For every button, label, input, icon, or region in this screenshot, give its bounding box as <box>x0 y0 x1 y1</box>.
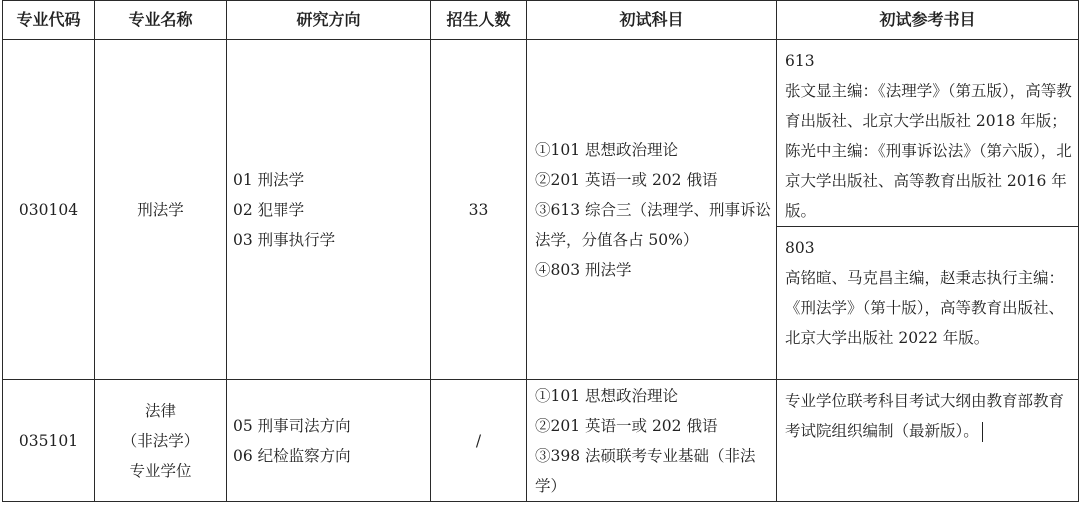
direction-item: 06 纪检监察方向 <box>233 446 351 465</box>
direction-item: 03 刑事执行学 <box>233 230 336 249</box>
header-exam-subjects: 初试科目 <box>527 1 777 40</box>
major-name-line: 专业学位 <box>129 461 192 480</box>
table-row <box>3 380 1079 502</box>
exam-subjects <box>527 380 777 502</box>
header-row <box>3 1 1079 40</box>
reference-text-content: 专业学位联考科目考试大纲由教育部教育考试院组织编制（最新版）。 <box>785 392 1065 440</box>
text-cursor <box>982 422 983 442</box>
reference-code: 803 <box>785 239 815 257</box>
reference-block <box>777 380 1079 502</box>
major-code: 030104 <box>3 40 95 380</box>
direction-item: 05 刑事司法方向 <box>233 416 351 435</box>
subject-item: ①101 思想政治理论 <box>535 140 679 159</box>
direction-item: 01 刑法学 <box>233 170 305 189</box>
header-research-direction: 研究方向 <box>227 1 431 40</box>
major-name-line: 刑法学 <box>137 200 184 219</box>
subject-item: ④803 刑法学 <box>535 260 632 279</box>
subject-item: ③398 法硕联考专业基础（非法学） <box>535 446 756 495</box>
header-reference-books: 初试参考书目 <box>777 1 1079 40</box>
major-name-line: 法律 <box>144 401 176 420</box>
reference-code: 613 <box>785 52 815 70</box>
reference-block <box>777 227 1079 380</box>
admissions-table <box>2 0 1079 502</box>
reference-text: 张文显主编：《法理学》（第五版），高等教育出版社、北京大学出版社 2018 年版；陈光中主编：《刑事诉讼法》（第六版），北京大学出版社、高等教育出版社 2016 年版。 <box>785 82 1072 220</box>
major-name-line: （非法学） <box>121 431 200 450</box>
subject-item: ③613 综合三（法理学、刑事诉讼法学，分值各占 50%） <box>535 200 772 249</box>
reference-block <box>777 40 1079 227</box>
major-name <box>95 40 227 380</box>
enrollment-count: 33 <box>431 40 527 380</box>
subject-item: ②201 英语一或 202 俄语 <box>535 416 718 435</box>
header-major-code: 专业代码 <box>3 1 95 40</box>
research-directions <box>227 40 431 380</box>
major-code: 035101 <box>3 380 95 502</box>
subject-item: ①101 思想政治理论 <box>535 386 679 405</box>
subject-item: ②201 英语一或 202 俄语 <box>535 170 718 189</box>
research-directions <box>227 380 431 502</box>
reference-text: 高铭暄、马克昌主编，赵秉志执行主编：《刑法学》（第十版），高等教育出版社、北京大学出版社 2022 年版。 <box>785 269 1065 347</box>
major-name <box>95 380 227 502</box>
table-row <box>3 40 1079 227</box>
header-enrollment: 招生人数 <box>431 1 527 40</box>
reference-text <box>785 386 1072 446</box>
header-major-name: 专业名称 <box>95 1 227 40</box>
exam-subjects <box>527 40 777 380</box>
direction-item: 02 犯罪学 <box>233 200 305 219</box>
enrollment-count: / <box>431 380 527 502</box>
